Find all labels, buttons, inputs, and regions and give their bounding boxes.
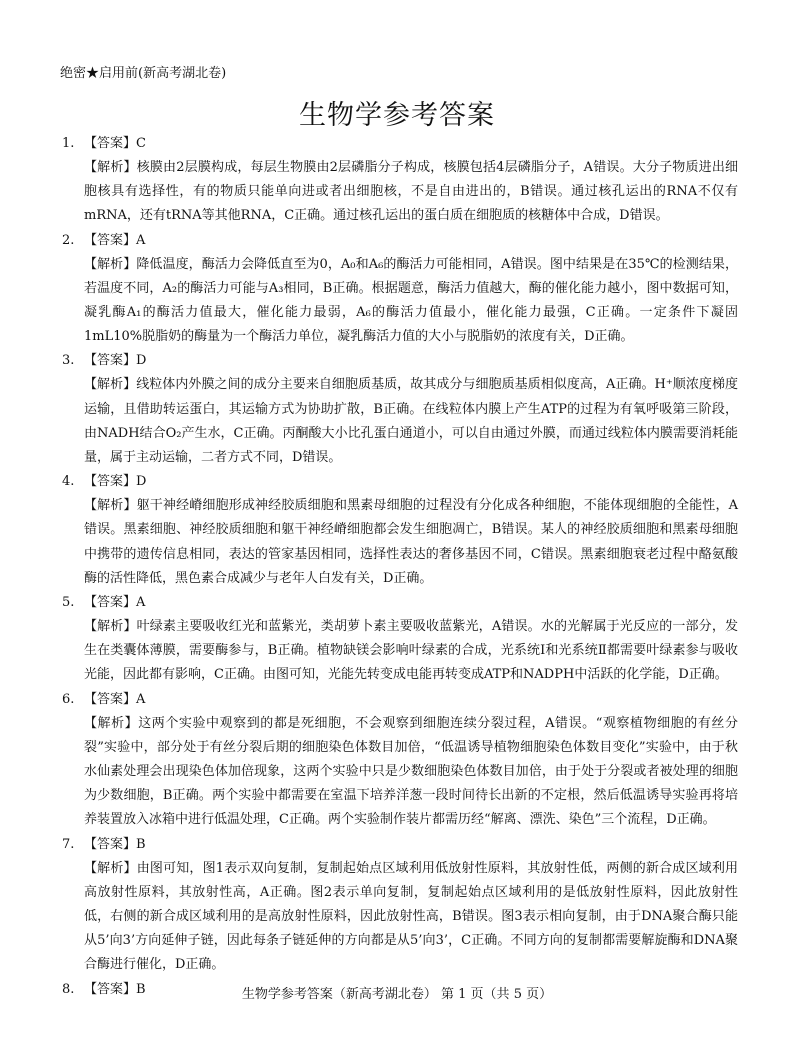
answer-list	[62, 132, 738, 1002]
explanation-text: 【解析】由图可知，图1表示双向复制，复制起始点区域利用低放射性原料，其放射性低，两侧的新合成区域利用高放射性原料，其放射性高，A正确。图2表示单向复制，复制起始点区域利用的是低放射性原料，因此放射性低，右侧的新合成区域利用的是高放射性原料，因此放射性高，B错误。图3表示相向复制，由于DNA聚合酶只能从5’向3’方向延伸子链，因此每条子链延伸的方向都是从5’向3’，C正确。不同方向的复制都需要解旋酶和DNA聚合酶进行催化，D正确。	[84, 860, 738, 973]
answer-text: 【答案】A	[84, 691, 146, 707]
explanation-text: 【解析】躯干神经嵴细胞形成神经胶质细胞和黑素母细胞的过程没有分化成各种细胞，不能体现细胞的全能性，A错误。黑素细胞、神经胶质细胞和躯干神经嵴细胞都会发生细胞凋亡，B错误。某人的神经胶质细胞和黑素母细胞中携带的遗传信息相同，表达的管家基因相同，选择性表达的奢侈基因不同，C错误。黑素细胞衰老过程中酪氨酸酶的活性降低，黑色素合成减少与老年人白发有关，D正确。	[84, 498, 738, 586]
answer-item-4	[62, 470, 738, 591]
answer-line	[62, 132, 738, 156]
answer-text: 【答案】D	[84, 353, 147, 369]
answer-text: 【答案】C	[84, 136, 146, 151]
answer-item-7	[62, 833, 738, 978]
item-number: 1.	[62, 136, 75, 151]
answer-item-5	[62, 591, 738, 688]
item-number: 5.	[62, 595, 75, 611]
explanation-text: 【解析】线粒体内外膜之间的成分主要来自细胞质基质，故其成分与细胞质基质相似度高，A正确。H⁺顺浓度梯度运输，且借助转运蛋白，其运输方式为协助扩散，B正确。在线粒体内膜上产生ATP的过程为有氧呼吸第三阶段，由NADH结合O₂产生水，C正确。丙酮酸大小比孔蛋白通道小，可以自由通过外膜，而通过线粒体内膜需要消耗能量，属于主动运输，二者方式不同，D错误。	[84, 377, 738, 466]
page-footer: 生物学参考答案（新高考湖北卷） 第 1 页（共 5 页）	[241, 987, 553, 1002]
answer-item-6	[62, 688, 738, 833]
answer-text: 【答案】A	[84, 595, 146, 611]
answer-line	[62, 688, 738, 712]
item-number: 4.	[62, 474, 75, 490]
answer-line	[62, 833, 738, 857]
item-number: 8.	[62, 981, 75, 997]
answer-item-1	[62, 132, 738, 229]
answer-line	[62, 229, 738, 253]
answer-item-3	[62, 349, 738, 470]
answer-text: 【答案】A	[84, 232, 146, 248]
explanation-text: 【解析】核膜由2层膜构成，每层生物膜由2层磷脂分子构成，核膜包括4层磷脂分子，A错误。大分子物质进出细胞核具有选择性，有的物质只能单向进或者出细胞核，不是自由进出的，B错误。通过核孔运出的RNA不仅有mRNA，还有tRNA等其他RNA，C正确。通过核孔运出的蛋白质在细胞质的核糖体中合成，D错误。	[84, 160, 738, 224]
answer-item-2	[62, 229, 738, 350]
item-number: 2.	[62, 232, 75, 248]
answer-text: 【答案】B	[84, 836, 146, 852]
answer-text: 【答案】D	[84, 474, 147, 490]
item-number: 7.	[62, 836, 75, 852]
item-number: 3.	[62, 353, 75, 369]
explanation-text: 【解析】叶绿素主要吸收红光和蓝紫光，类胡萝卜素主要吸收蓝紫光，A错误。水的光解属于光反应的一部分，发生在类囊体薄膜，需要酶参与，B正确。植物缺镁会影响叶绿素的合成，光系统Ⅰ和光系统Ⅱ都需要叶绿素参与吸收光能，因此都有影响，C正确。由图可知，光能先转变成电能再转变成ATP和NADPH中活跃的化学能，D正确。	[84, 619, 738, 683]
item-number: 6.	[62, 691, 75, 707]
answer-line	[62, 470, 738, 494]
confidential-label: 绝密★启用前(新高考湖北卷)	[60, 66, 227, 81]
answer-line	[62, 349, 738, 373]
explanation-text: 【解析】降低温度，酶活力会降低直至为0，A₀和A₆的酶活力可能相同，A错误。图中结果是在35℃的检测结果，若温度不同，A₂的酶活力可能与A₃相同，B正确。根据题意，酶活力值越大，酶的催化能力越小，图中数据可知，凝乳酶A₁的酶活力值最大，催化能力最弱，A₆的酶活力值最小，催化能力最强，C正确。一定条件下凝固1mL10%脱脂奶的酶量为一个酶活力单位，凝乳酶活力值的大小与脱脂奶的浓度有关，D正确。	[84, 256, 738, 345]
answer-text: 【答案】B	[84, 981, 146, 997]
page-title: 生物学参考答案	[299, 100, 495, 131]
answer-line	[62, 591, 738, 615]
explanation-text: 【解析】这两个实验中观察到的都是死细胞，不会观察到细胞连续分裂过程，A错误。“观察植物细胞的有丝分裂”实验中，部分处于有丝分裂后期的细胞染色体数目加倍，“低温诱导植物细胞染色体数目变化”实验中，由于秋水仙素处理会出现染色体加倍现象，这两个实验中只是少数细胞染色体数目加倍，由于处于分裂或者被处理的细胞为少数细胞，B正确。两个实验中都需要在室温下培养洋葱一段时间待长出新的不定根，然后低温诱导实验再将培养装置放入冰箱中进行低温处理，C正确。两个实验制作装片都需历经“解离、漂洗、染色”三个流程，D正确。	[84, 715, 738, 828]
